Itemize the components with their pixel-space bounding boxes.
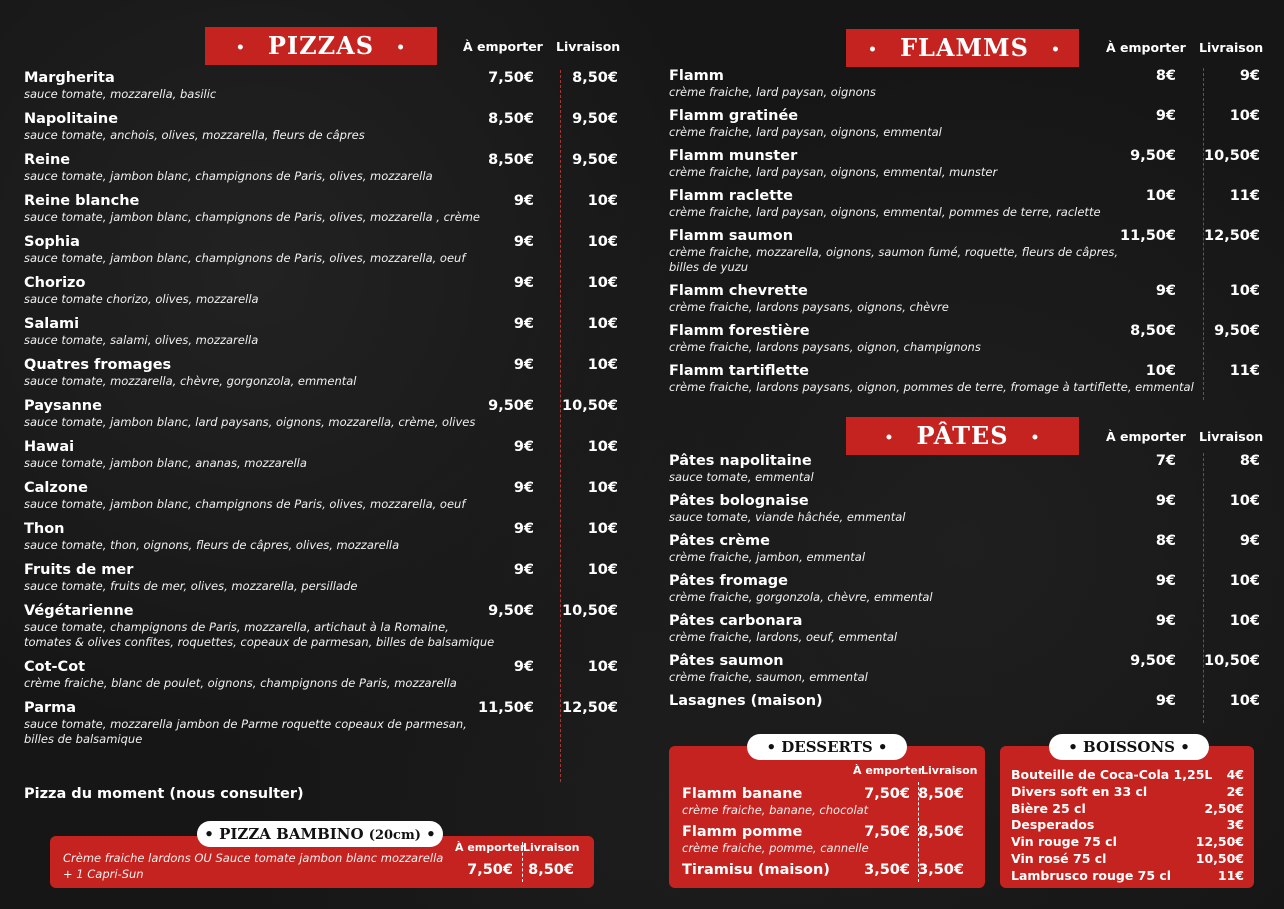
item-name: Pâtes carbonara (669, 613, 803, 629)
item-description: crème fraiche, banane, chocolat (682, 803, 869, 817)
menu-item (24, 234, 624, 266)
price-takeaway: 9€ (1155, 573, 1176, 589)
price-delivery: 10€ (587, 275, 618, 291)
price-takeaway: 11,50€ (1120, 228, 1176, 244)
bambino-delivery-header: Livraison (523, 841, 580, 854)
menu-item (669, 108, 1264, 140)
item-description: sauce tomate, emmental (669, 470, 814, 484)
price-takeaway: 9€ (513, 562, 534, 578)
item-name: Flamm saumon (669, 228, 794, 244)
flamms-takeaway-header: À emporter (1106, 40, 1186, 55)
boissons-title: BOISSONS (1083, 738, 1175, 756)
item-name: Fruits de mer (24, 562, 134, 578)
dot-icon: • (1030, 429, 1041, 446)
item-description: sauce tomate, jambon blanc, champignons de Paris, olives, mozzarella, oeuf (24, 251, 466, 265)
desserts-delivery-header: Livraison (921, 764, 978, 777)
pizza-list (24, 70, 624, 756)
item-description: tomates & olives confites, roquettes, copeaux de parmesan, billes de balsamique (24, 635, 495, 649)
price-delivery: 11€ (1229, 188, 1260, 204)
price-takeaway: 9€ (513, 193, 534, 209)
drink-item (1011, 767, 1244, 784)
price-delivery: 12,50€ (562, 700, 618, 716)
drink-name: Bière 25 cl (1011, 800, 1086, 816)
menu-item (24, 275, 624, 307)
item-name: Paysanne (24, 398, 102, 414)
boissons-pill: • BOISSONS • (1049, 734, 1209, 760)
item-description: sauce tomate, jambon blanc, champignons de Paris, olives, mozzarella (24, 169, 433, 183)
menu-item (24, 111, 624, 143)
item-name: Pâtes bolognaise (669, 493, 809, 509)
drink-price: 10,50€ (1195, 850, 1244, 866)
flamm-list (669, 68, 1264, 403)
price-delivery: 12,50€ (1204, 228, 1260, 244)
item-name: Salami (24, 316, 80, 332)
item-description: crème fraiche, lardons paysans, oignon, pommes de terre, fromage à tartiflette, emmental (669, 380, 1194, 394)
menu-item (669, 573, 1264, 605)
drink-name: Vin rouge 75 cl (1011, 834, 1117, 850)
menu-item (24, 398, 624, 430)
item-name: Pâtes fromage (669, 573, 788, 589)
price-delivery: 9,50€ (572, 111, 618, 127)
dot-icon: • (396, 39, 407, 56)
menu-item (669, 453, 1264, 485)
menu-item (669, 613, 1264, 645)
bambino-takeaway-header: À emporter (455, 841, 526, 854)
item-description: crème fraiche, mozzarella, oignons, saumon fumé, roquette, fleurs de câpres, (669, 245, 1119, 259)
item-name: Pâtes saumon (669, 653, 784, 669)
drink-price: 2,50€ (1204, 800, 1244, 816)
flamms-title: FLAMMS (899, 33, 1029, 62)
drink-item (1011, 851, 1244, 868)
drink-name: Divers soft en 33 cl (1011, 783, 1148, 799)
price-takeaway: 9€ (513, 357, 534, 373)
pates-takeaway-header: À emporter (1106, 429, 1186, 444)
menu-item (669, 148, 1264, 180)
item-name: Pâtes napolitaine (669, 453, 812, 469)
bambino-desc-2: + 1 Capri-Sun (63, 867, 144, 881)
item-name: Sophia (24, 234, 80, 250)
item-name: Napolitaine (24, 111, 119, 127)
item-name: Margherita (24, 70, 115, 86)
bambino-price-takeaway: 7,50€ (467, 862, 513, 878)
price-takeaway: 9€ (513, 275, 534, 291)
price-delivery: 10€ (587, 659, 618, 675)
item-name: Flamm banane (682, 786, 803, 802)
flamms-delivery-header: Livraison (1199, 40, 1264, 55)
price-delivery: 8,50€ (918, 786, 964, 802)
pizzas-delivery-header: Livraison (556, 39, 621, 54)
price-delivery: 9,50€ (572, 152, 618, 168)
price-takeaway: 7,50€ (864, 786, 910, 802)
pates-list (669, 453, 1264, 718)
flamms-banner (846, 29, 1079, 67)
price-delivery: 9€ (1239, 68, 1260, 84)
desserts-title: DESSERTS (781, 738, 873, 756)
item-name: Flamm pomme (682, 824, 803, 840)
dot-icon: • (235, 39, 246, 56)
price-takeaway: 9,50€ (488, 398, 534, 414)
price-delivery: 10€ (587, 234, 618, 250)
item-name: Cot-Cot (24, 659, 86, 675)
drink-name: Bouteille de Coca-Cola 1,25L (1011, 767, 1213, 782)
price-takeaway: 10€ (1145, 363, 1176, 379)
price-delivery: 3,50€ (918, 862, 964, 878)
item-description: crème fraiche, blanc de poulet, oignons, champignons de Paris, mozzarella (24, 676, 457, 690)
price-takeaway: 9€ (1155, 283, 1176, 299)
drink-item (1011, 868, 1244, 885)
drink-price: 2€ (1226, 783, 1244, 799)
menu-item (24, 357, 624, 389)
price-takeaway: 9€ (513, 316, 534, 332)
drink-name: Desperados (1011, 817, 1095, 833)
menu-item (24, 439, 624, 471)
dot-icon: • (1050, 41, 1061, 58)
price-delivery: 8€ (1239, 453, 1260, 469)
menu-item (24, 562, 624, 594)
drink-price: 4€ (1226, 767, 1244, 782)
item-description: sauce tomate, mozzarella jambon de Parme roquette copeaux de parmesan, (24, 717, 467, 731)
price-takeaway: 9€ (513, 659, 534, 675)
price-takeaway: 9€ (1155, 108, 1176, 124)
item-description: sauce tomate, mozzarella, basilic (24, 87, 217, 101)
drink-price: 12,50€ (1195, 834, 1244, 850)
menu-item (669, 68, 1264, 100)
price-takeaway: 9€ (1155, 613, 1176, 629)
price-delivery: 9€ (1239, 533, 1260, 549)
price-takeaway: 9,50€ (488, 603, 534, 619)
menu-item (682, 824, 972, 856)
price-takeaway: 8,50€ (488, 152, 534, 168)
bambino-pill: • PIZZA BAMBINO (20cm) • (197, 821, 443, 847)
price-delivery: 9,50€ (1214, 323, 1260, 339)
boisson-list (1011, 767, 1244, 885)
desserts-takeaway-header: À emporter (853, 764, 924, 777)
menu-item (24, 152, 624, 184)
price-takeaway: 9,50€ (1130, 148, 1176, 164)
item-name: Pâtes crème (669, 533, 770, 549)
item-name: Lasagnes (maison) (669, 693, 823, 709)
item-description: sauce tomate chorizo, olives, mozzarella (24, 292, 259, 306)
drink-price: 3€ (1226, 817, 1244, 833)
bambino-size: (20cm) (368, 828, 421, 843)
price-delivery: 10€ (1229, 283, 1260, 299)
item-name: Flamm tartiflette (669, 363, 809, 379)
pizzas-title: PIZZAS (267, 31, 375, 60)
item-name: Flamm gratinée (669, 108, 799, 124)
pates-title: PÂTES (916, 421, 1009, 450)
menu-item (669, 363, 1264, 395)
pizza-moment: Pizza du moment (nous consulter) (24, 786, 304, 802)
menu-item (669, 693, 1264, 710)
price-takeaway: 8,50€ (1130, 323, 1176, 339)
price-delivery: 10,50€ (1204, 653, 1260, 669)
price-delivery: 10€ (587, 521, 618, 537)
drink-name: Lambrusco rouge 75 cl (1011, 867, 1172, 883)
menu-item (669, 493, 1264, 525)
price-delivery: 10€ (587, 480, 618, 496)
bambino-desc: Crème fraiche lardons OU Sauce tomate jambon blanc mozzarella (63, 851, 444, 865)
pizzas-takeaway-header: À emporter (463, 39, 543, 54)
price-takeaway: 9€ (1155, 693, 1176, 709)
item-description: sauce tomate, jambon blanc, ananas, mozzarella (24, 456, 307, 470)
price-delivery: 10€ (587, 357, 618, 373)
price-delivery: 10€ (1229, 493, 1260, 509)
price-delivery: 10€ (587, 439, 618, 455)
item-description: sauce tomate, thon, oignons, fleurs de câpres, olives, mozzarella (24, 538, 400, 552)
price-takeaway: 9€ (513, 480, 534, 496)
item-name: Hawai (24, 439, 75, 455)
price-delivery: 8,50€ (918, 824, 964, 840)
price-delivery: 11€ (1229, 363, 1260, 379)
price-takeaway: 8€ (1155, 533, 1176, 549)
item-name: Flamm (669, 68, 724, 84)
item-description: sauce tomate, anchois, olives, mozzarella, fleurs de câpres (24, 128, 365, 142)
menu-item (669, 533, 1264, 565)
item-name: Tiramisu (maison) (682, 862, 830, 878)
drink-item (1011, 801, 1244, 818)
item-description: sauce tomate, viande hâchée, emmental (669, 510, 906, 524)
price-takeaway: 7,50€ (864, 824, 910, 840)
menu-item (24, 659, 624, 691)
item-name: Quatres fromages (24, 357, 172, 373)
menu-item (669, 228, 1264, 275)
price-takeaway: 10€ (1145, 188, 1176, 204)
menu-item (24, 480, 624, 512)
item-description: billes de balsamique (24, 732, 143, 746)
item-name: Thon (24, 521, 65, 537)
drink-item (1011, 784, 1244, 801)
pates-banner (846, 417, 1079, 455)
price-delivery: 8,50€ (572, 70, 618, 86)
menu-item (24, 603, 624, 650)
item-description: crème fraiche, lard paysan, oignons, emmental, munster (669, 165, 998, 179)
pates-delivery-header: Livraison (1199, 429, 1264, 444)
menu-item (24, 521, 624, 553)
price-delivery: 10€ (587, 562, 618, 578)
item-name: Chorizo (24, 275, 86, 291)
item-name: Flamm chevrette (669, 283, 808, 299)
price-takeaway: 3,50€ (864, 862, 910, 878)
drink-item (1011, 817, 1244, 834)
price-takeaway: 9€ (1155, 493, 1176, 509)
price-takeaway: 8€ (1155, 68, 1176, 84)
item-name: Reine blanche (24, 193, 140, 209)
price-takeaway: 7,50€ (488, 70, 534, 86)
item-description: sauce tomate, champignons de Paris, mozzarella, artichaut à la Romaine, (24, 620, 449, 634)
desserts-pill: • DESSERTS • (747, 734, 907, 760)
price-takeaway: 9€ (513, 439, 534, 455)
price-takeaway: 7€ (1155, 453, 1176, 469)
price-takeaway: 9,50€ (1130, 653, 1176, 669)
item-description: crème fraiche, lard paysan, oignons, emmental, pommes de terre, raclette (669, 205, 1101, 219)
dot-icon: • (868, 41, 878, 58)
menu-item (669, 188, 1264, 220)
item-description: crème fraiche, lardons, oeuf, emmental (669, 630, 898, 644)
price-takeaway: 11,50€ (478, 700, 534, 716)
price-delivery: 10€ (1229, 108, 1260, 124)
item-name: Flamm raclette (669, 188, 793, 204)
item-description: crème fraiche, lard paysan, oignons (669, 85, 876, 99)
drink-item (1011, 834, 1244, 851)
drink-name: Vin rosé 75 cl (1011, 850, 1107, 866)
menu-item (669, 283, 1264, 315)
item-description: crème fraiche, pomme, cannelle (682, 841, 869, 855)
bambino-divider (522, 842, 523, 882)
item-description: crème fraiche, lardons paysans, oignons, chèvre (669, 300, 949, 314)
price-delivery: 10,50€ (562, 398, 618, 414)
pizzas-banner (205, 27, 437, 65)
item-description: crème fraiche, gorgonzola, chèvre, emmental (669, 590, 933, 604)
price-takeaway: 8,50€ (488, 111, 534, 127)
bambino-price-delivery: 8,50€ (528, 862, 574, 878)
item-description: crème fraiche, lardons paysans, oignon, champignons (669, 340, 981, 354)
price-delivery: 10,50€ (1204, 148, 1260, 164)
drink-price: 11€ (1217, 867, 1244, 883)
price-delivery: 10€ (1229, 613, 1260, 629)
price-delivery: 10€ (1229, 693, 1260, 709)
menu-item (24, 193, 624, 225)
item-description: crème fraiche, jambon, emmental (669, 550, 866, 564)
item-description: billes de yuzu (669, 260, 749, 274)
item-description: crème fraiche, lard paysan, oignons, emmental (669, 125, 942, 139)
item-description: sauce tomate, jambon blanc, champignons de Paris, olives, mozzarella , crème (24, 210, 480, 224)
item-description: sauce tomate, jambon blanc, champignons de Paris, olives, mozzarella, oeuf (24, 497, 466, 511)
dot-icon: • (884, 429, 895, 446)
item-description: sauce tomate, salami, olives, mozzarella (24, 333, 259, 347)
dessert-list (682, 786, 972, 885)
menu-item (682, 862, 972, 879)
menu-item (24, 70, 624, 102)
item-description: sauce tomate, fruits de mer, olives, mozzarella, persillade (24, 579, 358, 593)
price-takeaway: 9€ (513, 521, 534, 537)
menu-item (24, 700, 624, 747)
item-name: Parma (24, 700, 77, 716)
bambino-title: PIZZA BAMBINO (219, 825, 364, 843)
item-name: Végétarienne (24, 603, 134, 619)
price-delivery: 10,50€ (562, 603, 618, 619)
item-name: Flamm munster (669, 148, 798, 164)
item-description: sauce tomate, mozzarella, chèvre, gorgonzola, emmental (24, 374, 357, 388)
item-description: crème fraiche, saumon, emmental (669, 670, 868, 684)
menu-item (669, 653, 1264, 685)
item-name: Calzone (24, 480, 88, 496)
menu-item (24, 316, 624, 348)
item-description: sauce tomate, jambon blanc, lard paysans, oignons, mozzarella, crème, olives (24, 415, 476, 429)
price-delivery: 10€ (587, 316, 618, 332)
menu-item (669, 323, 1264, 355)
item-name: Flamm forestière (669, 323, 810, 339)
menu-item (682, 786, 972, 818)
price-delivery: 10€ (587, 193, 618, 209)
item-name: Reine (24, 152, 71, 168)
price-takeaway: 9€ (513, 234, 534, 250)
price-delivery: 10€ (1229, 573, 1260, 589)
